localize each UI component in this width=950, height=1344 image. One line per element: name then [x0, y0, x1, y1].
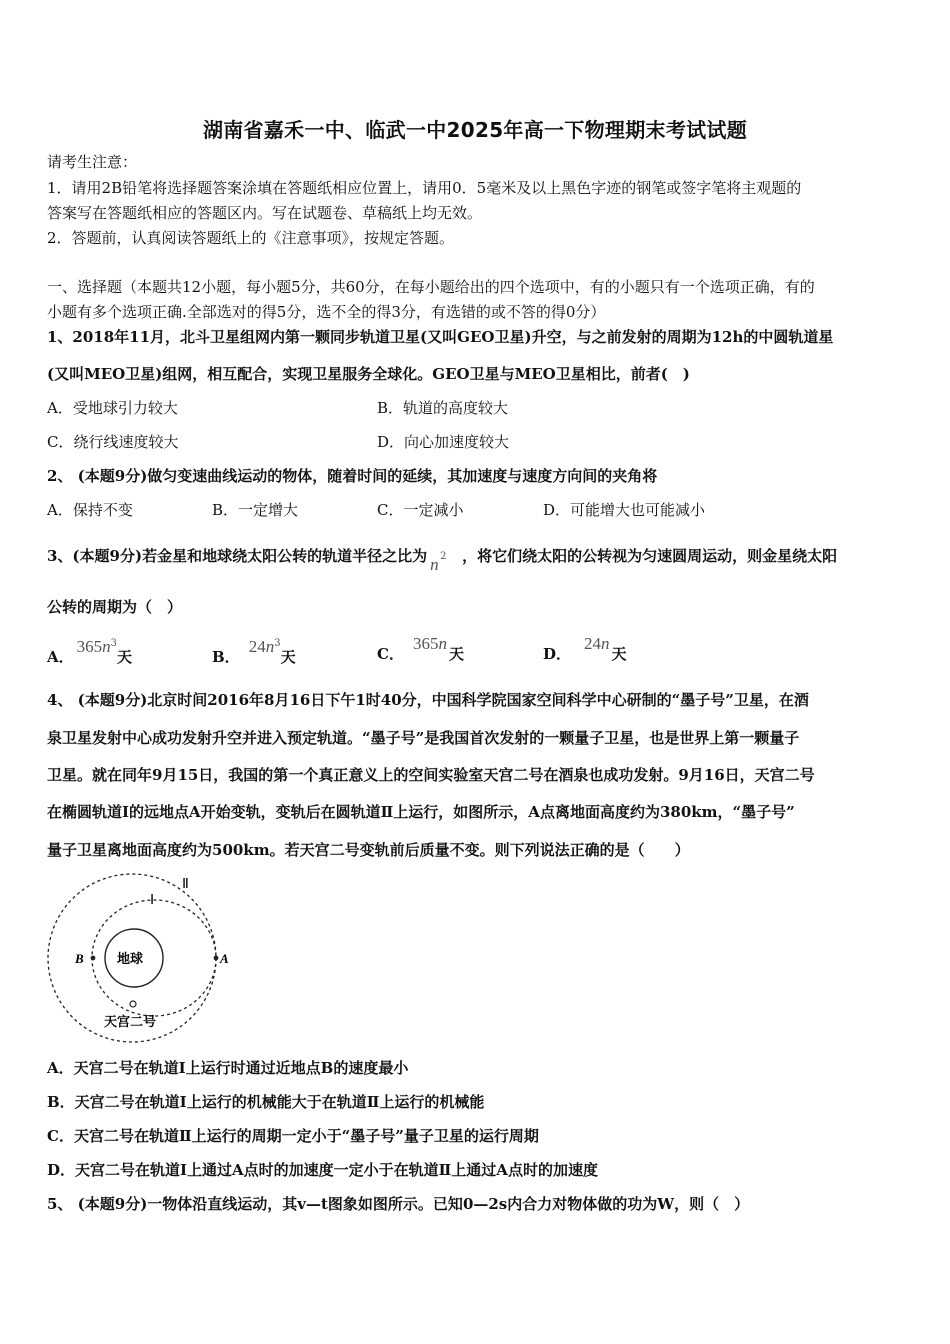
question-1-stem-line1: 1、2018年11月，北斗卫星组网内第一颗同步轨道卫星(又叫GEO卫星)升空，与之前发射的周期为12h的中圆轨道星 [47, 328, 834, 346]
question-2-stem: 2、 (本题9分)做匀变速曲线运动的物体，随着时间的延续，其加速度与速度方向间的夹角将 [47, 467, 658, 485]
option-c-label: C． [377, 645, 404, 663]
option-a-exponent: 3 [110, 638, 118, 649]
orbit-diagram [44, 868, 244, 1048]
point-b-label: B [75, 951, 84, 966]
question-1-option-b: B．轨道的高度较大 [377, 399, 509, 417]
question-4-option-a: A．天宫二号在轨道Ⅰ上运行时通过近地点B的速度最小 [47, 1059, 409, 1077]
question-4-option-c: C．天宫二号在轨道Ⅱ上运行的周期一定小于“墨子号”量子卫星的运行周期 [47, 1127, 539, 1145]
option-b-unit: 天 [280, 648, 296, 666]
question-4-stem-line1: 4、 (本题9分)北京时间2016年8月16日下午1时40分，中国科学院国家空间科学中心研制的“墨子号”卫星，在酒 [47, 691, 809, 709]
page-title: 湖南省嘉禾一中、临武一中2025年高一下物理期末考试试题 [202, 118, 748, 142]
option-d-unit: 天 [611, 645, 627, 663]
question-3-stem-part1: 3、(本题9分)若金星和地球绕太阳公转的轨道半径之比为 [47, 547, 428, 565]
question-3-option-b [212, 637, 296, 667]
option-c-coefficient: 365 [412, 634, 439, 653]
option-d-formula [584, 635, 610, 653]
question-5-stem: 5、 (本题9分)一物体沿直线运动，其v—t图象如图所示。已知0—2s内合力对物体做的功为W，则（ ） [47, 1195, 750, 1213]
option-a-formula [77, 638, 117, 656]
question-1-option-a: A．受地球引力较大 [47, 399, 178, 417]
question-1-option-c: C．绕行线速度较大 [47, 433, 179, 451]
option-a-unit: 天 [117, 648, 133, 666]
option-a-coefficient: 365 [76, 637, 103, 656]
question-2-option-c: C．一定减小 [377, 501, 464, 519]
option-b-label: B． [212, 648, 240, 666]
question-3-option-a [47, 637, 133, 667]
orbit-2-label: Ⅱ [182, 877, 189, 892]
option-d-variable: n [601, 634, 610, 653]
notice-item-1a: 1．请用2B铅笔将选择题答案涂填在答题纸相应位置上，请用0．5毫米及以上黑色字迹的钢笔或签字笔将主观题的 [47, 179, 802, 197]
option-a-label: A． [47, 648, 74, 666]
point-a-label: A [220, 951, 229, 966]
question-2-option-b: B．一定增大 [212, 501, 299, 519]
question-1-option-d: D．向心加速度较大 [377, 433, 510, 451]
section-1-instructions-line2: 小题有多个选项正确.全部选对的得5分，选不全的得3分，有选错的或不答的得0分） [47, 303, 606, 321]
question-3-option-c [377, 634, 464, 664]
option-c-formula [413, 635, 447, 653]
question-3-ratio-base: n [430, 555, 439, 574]
question-4-option-b: B．天宫二号在轨道Ⅰ上运行的机械能大于在轨道Ⅱ上运行的机械能 [47, 1093, 485, 1111]
point-b-dot [91, 956, 96, 961]
notice-heading: 请考生注意： [47, 153, 138, 171]
notice-item-1b: 答案写在答题纸相应的答题区内。写在试题卷、草稿纸上均无效。 [47, 204, 483, 222]
point-a-dot [214, 956, 219, 961]
orbit-1-label: Ⅰ [150, 893, 155, 908]
option-a-variable: n [102, 637, 111, 656]
question-3-ratio-exponent: 2 [440, 551, 447, 562]
question-3-stem-line2: 公转的周期为（ ） [47, 598, 183, 616]
option-b-variable: n [265, 637, 275, 656]
question-4-option-d: D．天宫二号在轨道Ⅰ上通过A点时的加速度一定小于在轨道Ⅱ上通过A点时的加速度 [47, 1161, 598, 1179]
earth-label: 地球 [117, 952, 144, 967]
option-b-formula [249, 638, 281, 656]
notice-item-2: 2．答题前，认真阅读答题纸上的《注意事项》，按规定答题。 [47, 229, 455, 247]
question-3-stem-part2: ，将它们绕太阳的公转视为匀速圆周运动，则金星绕太阳 [462, 547, 838, 565]
question-4-stem-line2: 泉卫星发射中心成功发射升空并进入预定轨道。“墨子号”是我国首次发射的一颗量子卫星，也是世界上第一颗量子 [47, 729, 800, 747]
question-3-option-d [543, 634, 627, 664]
question-4-stem-line4: 在椭圆轨道Ⅰ的远地点A开始变轨，变轨后在圆轨道Ⅱ上运行，如图所示，A点离地面高度约为380km，“墨子号” [47, 803, 795, 821]
option-c-unit: 天 [448, 645, 464, 663]
section-1-instructions-line1: 一、选择题（本题共12小题，每小题5分，共60分，在每小题给出的四个选项中，有的小题只有一个选项正确，有的 [47, 278, 815, 296]
option-b-coefficient: 24 [248, 637, 266, 656]
question-4-stem-line5: 量子卫星离地面高度约为500km。若天宫二号变轨前后质量不变。则下列说法正确的是（ ） [47, 841, 690, 859]
option-d-label: D． [543, 645, 572, 663]
station-marker [130, 1001, 136, 1007]
question-4-stem-line3: 卫星。就在同年9月15日，我国的第一个真正意义上的空间实验室天宫二号在酒泉也成功发射。9月16日，天宫二号 [47, 766, 815, 784]
option-d-coefficient: 24 [584, 634, 602, 653]
question-2-option-a: A．保持不变 [47, 501, 133, 519]
question-1-stem-line2: (又叫MEO卫星)组网，相互配合，实现卫星服务全球化。GEO卫星与MEO卫星相比，前者( ) [47, 365, 690, 383]
option-c-variable: n [438, 634, 447, 653]
option-b-exponent: 3 [274, 638, 281, 649]
station-label: 天宫二号 [104, 1015, 157, 1030]
question-3-stem-line1 [47, 546, 838, 574]
question-2-option-d: D．可能增大也可能减小 [543, 501, 706, 519]
orbit-1-ellipse [92, 900, 216, 1016]
